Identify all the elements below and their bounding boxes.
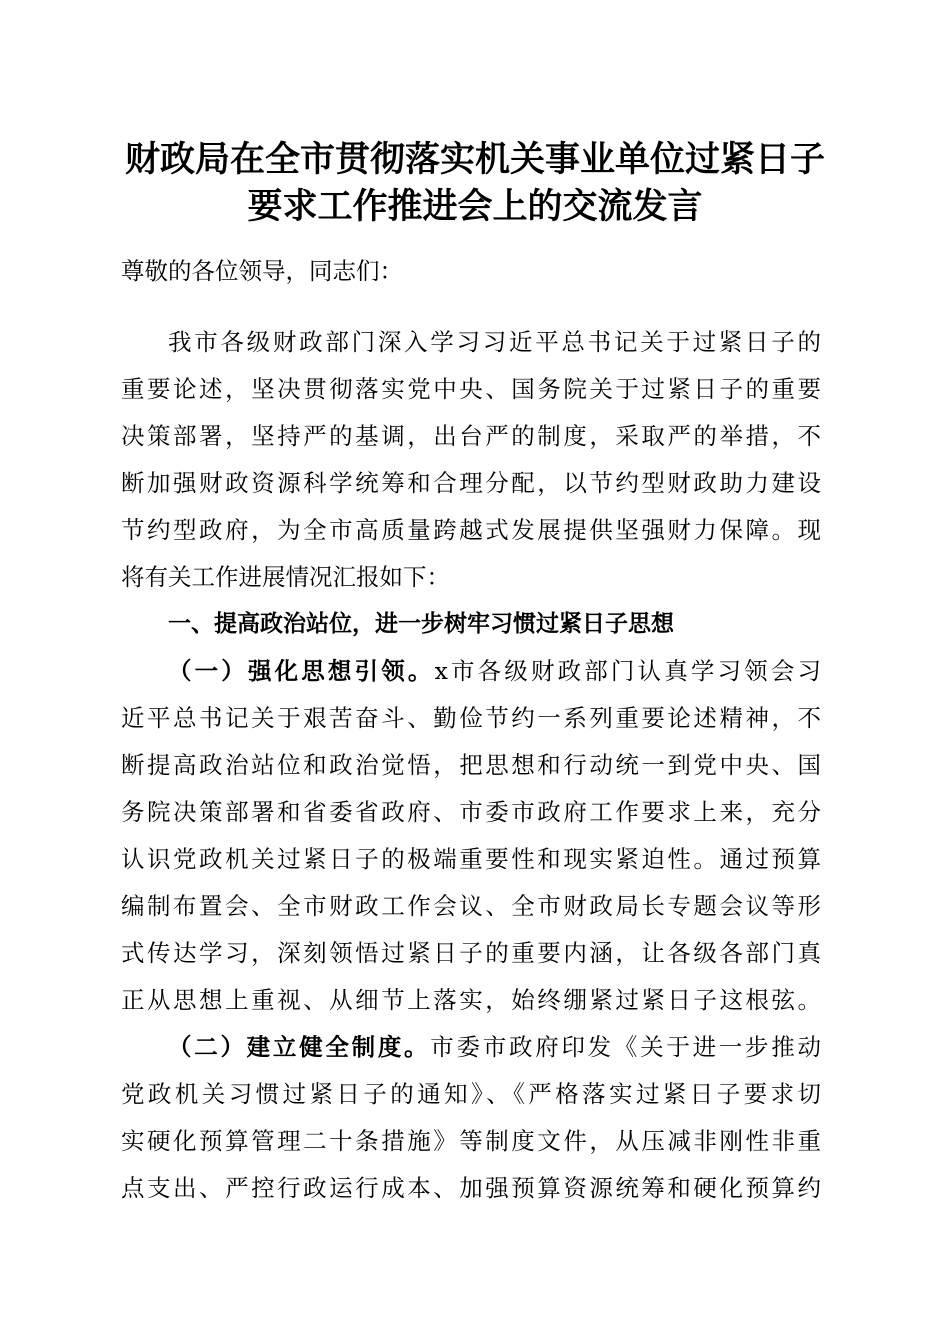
paragraph-2-first-text: 市委市政府印发《关于进一步推动 <box>430 1033 822 1061</box>
subsection-1-lead: （一）强化思想引领。 <box>168 657 435 685</box>
intro-line: 断加强财政资源科学统筹和合理分配，以节约型财政助力建设 <box>121 469 821 497</box>
paragraph-1-line: 断提高政治站位和政治觉悟，把思想和行动统一到党中央、国 <box>121 751 821 779</box>
salutation: 尊敬的各位领导，同志们： <box>121 257 403 285</box>
paragraph-1-first-text: x市各级财政部门认真学习领会习 <box>434 657 821 685</box>
intro-line: 将有关工作进展情况汇报如下： <box>121 563 450 591</box>
paragraph-1-first-line <box>168 655 821 687</box>
paragraph-1-line: 务院决策部署和省委省政府、市委市政府工作要求上来，充分 <box>121 798 821 826</box>
document-title-line-2: 要求工作推进会上的交流发言 <box>247 186 703 227</box>
paragraph-2-first-line <box>168 1031 821 1063</box>
paragraph-2-line: 点支出、严控行政运行成本、加强预算资源统筹和硬化预算约 <box>121 1174 821 1202</box>
paragraph-1-line: 近平总书记关于艰苦奋斗、勤俭节约一系列重要论述精神，不 <box>121 704 821 732</box>
paragraph-2-line: 党政机关习惯过紧日子的通知》、《严格落实过紧日子要求切 <box>121 1080 821 1108</box>
paragraph-2-line: 实硬化预算管理二十条措施》等制度文件，从压减非刚性非重 <box>121 1127 821 1155</box>
paragraph-1-line: 编制布置会、全市财政工作会议、全市财政局长专题会议等形 <box>121 892 821 920</box>
paragraph-1-line: 正从思想上重视、从细节上落实，始终绷紧过紧日子这根弦。 <box>121 986 821 1014</box>
intro-line: 重要论述，坚决贯彻落实党中央、国务院关于过紧日子的重要 <box>121 375 821 403</box>
section-1-heading: 一、提高政治站位，进一步树牢习惯过紧日子思想 <box>168 611 674 637</box>
intro-line: 我市各级财政部门深入学习习近平总书记关于过紧日子的 <box>168 328 821 356</box>
subsection-2-lead: （二）建立健全制度。 <box>168 1033 431 1061</box>
paragraph-1-line: 式传达学习，深刻领悟过紧日子的重要内涵，让各级各部门真 <box>121 939 821 967</box>
document-title-line-1: 财政局在全市贯彻落实机关事业单位过紧日子 <box>124 139 825 180</box>
intro-line: 决策部署，坚持严的基调，出台严的制度，采取严的举措，不 <box>121 422 821 450</box>
intro-line: 节约型政府，为全市高质量跨越式发展提供坚强财力保障。现 <box>121 516 821 544</box>
paragraph-1-line: 认识党政机关过紧日子的极端重要性和现实紧迫性。通过预算 <box>121 845 821 873</box>
